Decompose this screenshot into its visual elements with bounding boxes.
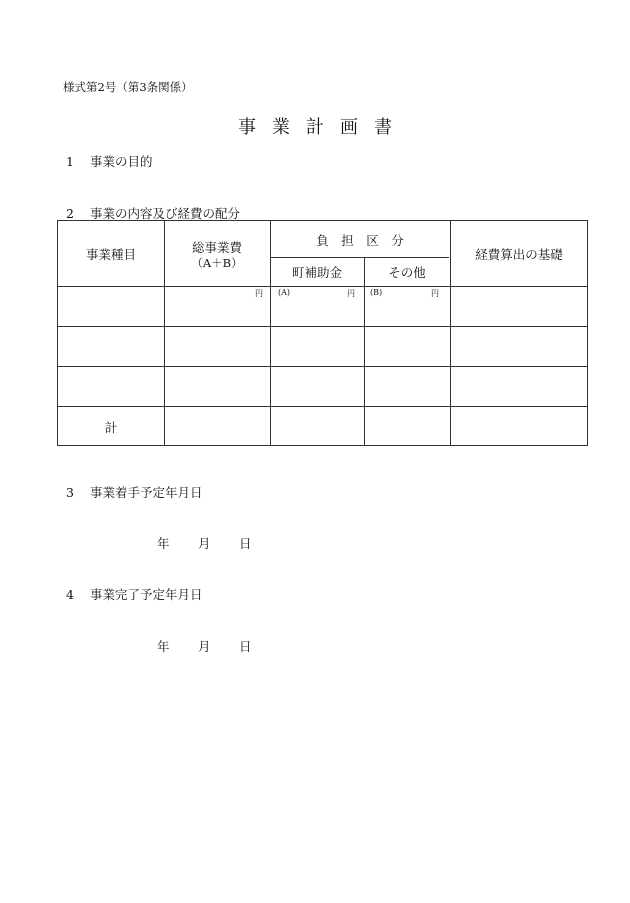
title-char: 業 (272, 117, 290, 138)
table-divider (58, 406, 587, 407)
title-char: 画 (340, 117, 358, 138)
section-label: 事業の内容及び経費の配分 (90, 206, 241, 221)
section-number: 3 (66, 485, 74, 500)
section-3-heading (66, 483, 203, 501)
label-b: (B) (370, 288, 383, 297)
year-label: 年 (157, 536, 170, 551)
header-cost-basis: 経費算出の基礎 (475, 247, 563, 262)
section-number: 2 (66, 206, 74, 221)
completion-date-field (157, 637, 280, 655)
section-1-heading (66, 152, 153, 170)
document-title (0, 113, 630, 139)
label-a: (A) (278, 288, 291, 297)
header-total-cost: 総事業費 (191, 240, 242, 255)
year-label: 年 (157, 639, 170, 654)
day-label: 日 (239, 639, 252, 654)
table-divider (58, 326, 587, 327)
title-char: 計 (306, 117, 324, 138)
section-4-heading (66, 585, 203, 603)
yen-unit: 円 (347, 289, 355, 298)
table-divider (58, 366, 587, 367)
header-project-type: 事業種目 (85, 247, 136, 262)
section-label: 事業着手予定年月日 (90, 485, 203, 500)
start-date-field (157, 534, 280, 552)
section-number: 1 (66, 154, 74, 169)
table-divider (58, 286, 587, 287)
section-number: 4 (66, 587, 74, 602)
table-divider (270, 257, 449, 258)
title-char: 書 (374, 117, 392, 138)
yen-unit: 円 (255, 289, 263, 298)
yen-unit: 円 (431, 289, 439, 298)
section-label: 事業の目的 (90, 154, 153, 169)
day-label: 日 (239, 536, 252, 551)
header-other: その他 (388, 265, 426, 280)
month-label: 月 (198, 536, 211, 551)
month-label: 月 (198, 639, 211, 654)
title-char: 事 (238, 117, 256, 138)
header-total-cost-formula: （A＋B） (191, 256, 243, 270)
form-number: 様式第2号（第3条関係） (63, 80, 193, 94)
budget-table (57, 220, 588, 446)
header-burden-division: 負 担 区 分 (316, 233, 404, 248)
header-town-subsidy: 町補助金 (291, 265, 342, 280)
table-divider (270, 221, 271, 445)
section-label: 事業完了予定年月日 (90, 587, 203, 602)
total-label: 計 (104, 420, 118, 435)
